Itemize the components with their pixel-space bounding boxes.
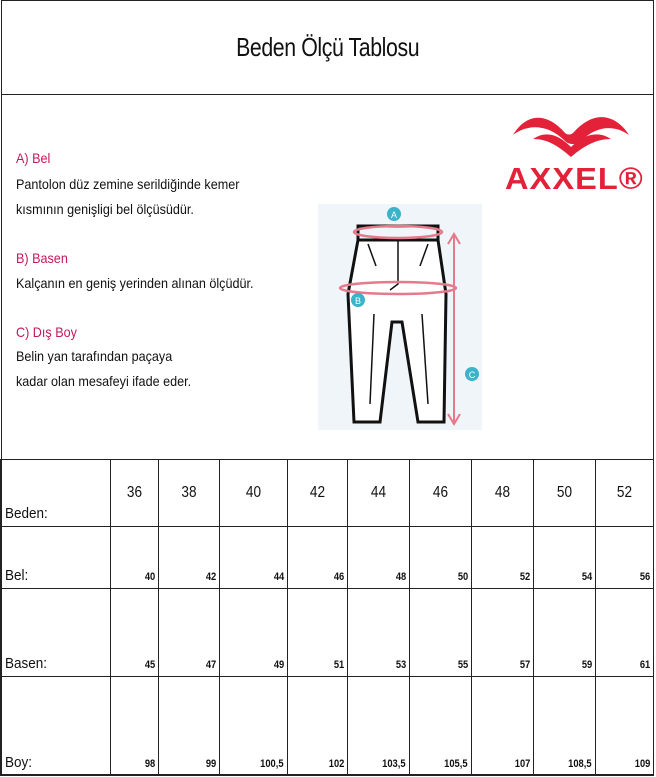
- size-header: 42: [309, 484, 326, 501]
- table-cell: 57: [519, 659, 530, 671]
- section-dis-boy-line: Belin yan tarafından paçaya: [16, 348, 173, 364]
- table-cell: 52: [519, 571, 530, 583]
- table-cell: 45: [144, 659, 155, 671]
- section-bel-heading: A) Bel: [16, 150, 51, 166]
- table-cell: 103,5: [382, 758, 406, 770]
- marker-a: A: [390, 210, 398, 220]
- size-header: 40: [245, 484, 262, 501]
- table-cell: 105,5: [444, 758, 468, 770]
- table-cell: 53: [395, 659, 406, 671]
- page-title: Beden Ölçü Tablosu: [235, 32, 420, 62]
- table-cell: 55: [457, 659, 468, 671]
- size-header: 52: [616, 484, 633, 501]
- table-cell: 46: [333, 571, 344, 583]
- table-cell: 61: [639, 659, 650, 671]
- size-header: 44: [370, 484, 387, 501]
- title-box: [2, 1, 653, 95]
- table-cell: 51: [333, 659, 344, 671]
- marker-b: B: [354, 296, 362, 306]
- size-header: 48: [494, 484, 511, 501]
- row-label-basen: Basen:: [5, 655, 48, 672]
- table-cell: 98: [144, 758, 155, 770]
- table-cell: 40: [144, 571, 155, 583]
- table-cell: 50: [457, 571, 468, 583]
- size-table: [0, 459, 654, 776]
- size-header: 36: [126, 484, 143, 501]
- table-cell: 48: [395, 571, 406, 583]
- table-row: [1, 527, 654, 589]
- marker-c: C: [468, 370, 476, 380]
- table-cell: 47: [205, 659, 216, 671]
- table-cell: 100,5: [260, 758, 284, 770]
- table-cell: 109: [634, 758, 650, 770]
- size-header: 50: [556, 484, 573, 501]
- table-cell: 107: [514, 758, 530, 770]
- table-cell: 56: [639, 571, 650, 583]
- row-label-boy: Boy:: [5, 754, 33, 771]
- table-cell: 42: [205, 571, 216, 583]
- table-row: [1, 677, 654, 776]
- table-cell: 108,5: [568, 758, 592, 770]
- size-header: 38: [181, 484, 197, 501]
- section-dis-boy-heading: C) Dış Boy: [16, 324, 77, 340]
- table-row: [1, 460, 654, 527]
- table-row: [1, 589, 654, 677]
- section-basen-heading: B) Basen: [16, 250, 68, 266]
- table-cell: 99: [205, 758, 216, 770]
- pants-diagram-icon: [318, 204, 482, 430]
- section-dis-boy-line: kadar olan mesafeyi ifade eder.: [16, 373, 192, 389]
- table-cell: 44: [273, 571, 284, 583]
- row-label-bel: Bel:: [5, 567, 29, 584]
- section-bel-line: kısmının genişligi bel ölçüsüdür.: [16, 201, 194, 217]
- table-cell: 102: [328, 758, 344, 770]
- table-cell: 59: [581, 659, 592, 671]
- size-header: 46: [432, 484, 449, 501]
- row-label-beden: Beden:: [5, 505, 48, 522]
- brand-wordmark: AXXEL®: [505, 161, 644, 196]
- section-basen-line: Kalçanın en geniş yerinden alınan ölçüdür.: [16, 275, 254, 291]
- section-bel-line: Pantolon düz zemine serildiğinde kemer: [16, 176, 240, 192]
- table-cell: 49: [273, 659, 284, 671]
- table-cell: 54: [581, 571, 592, 583]
